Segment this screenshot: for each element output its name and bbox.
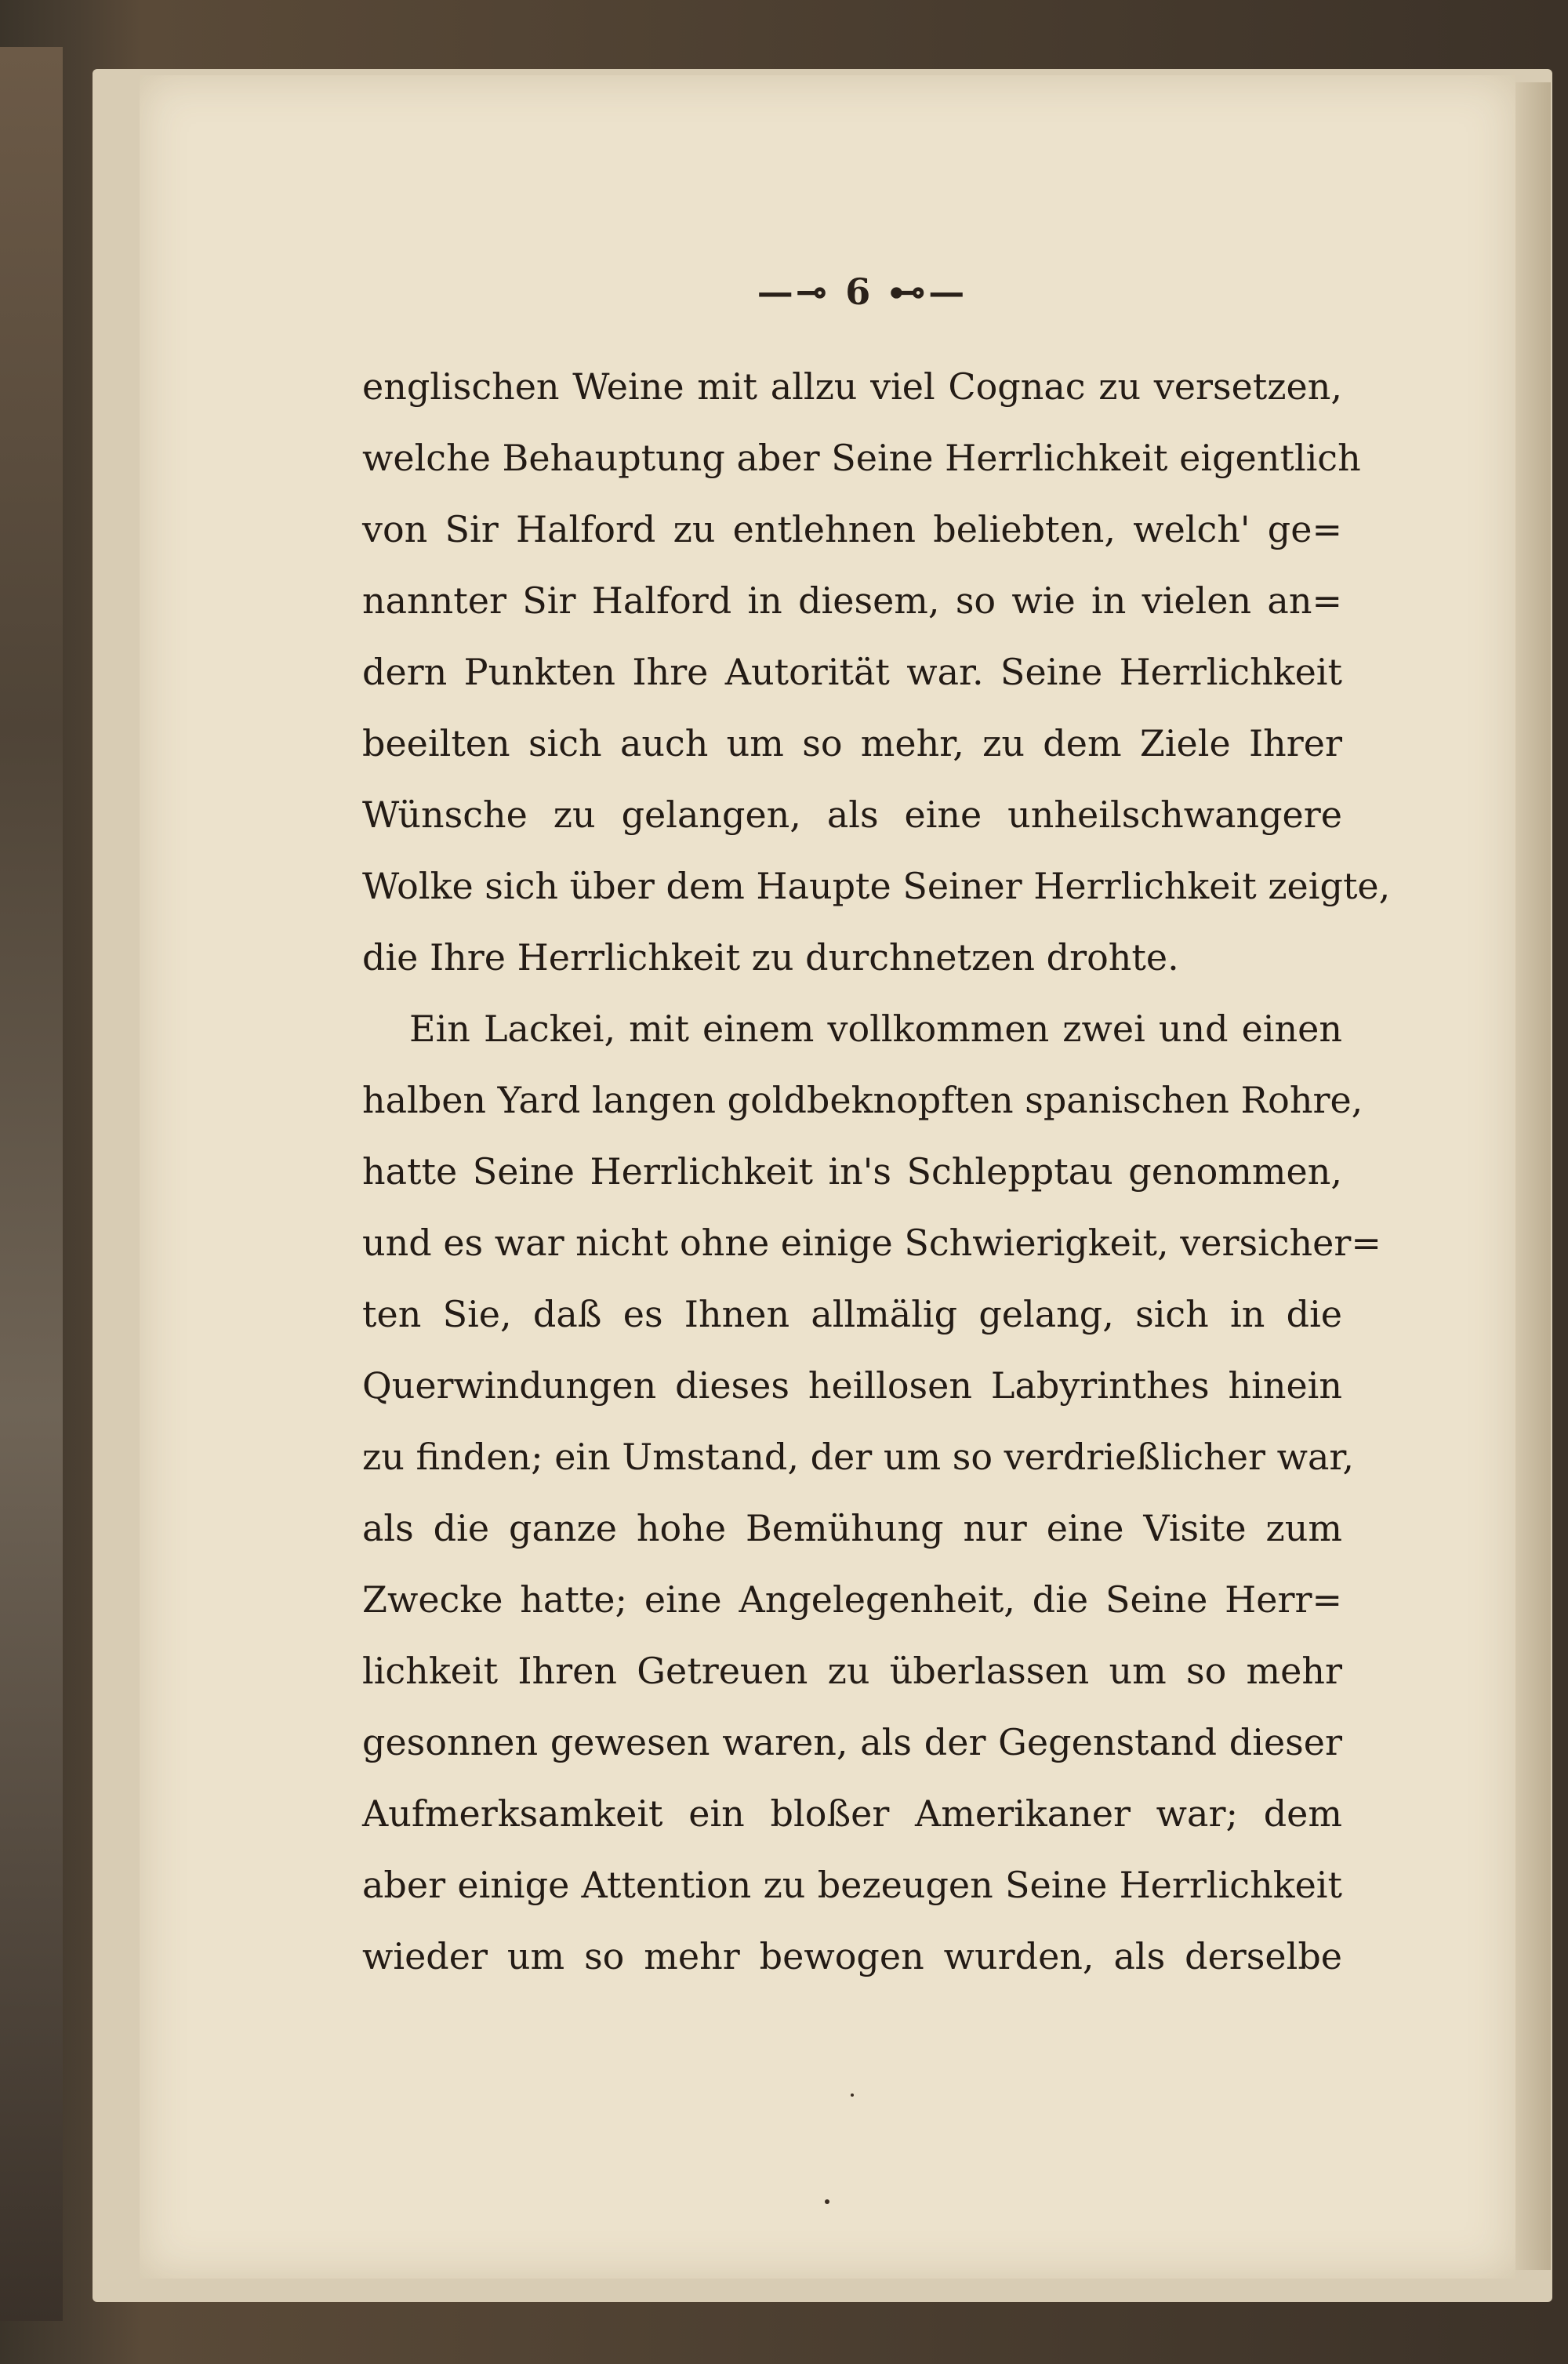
paper-speck — [851, 2093, 854, 2097]
text-line: hatte Seine Herrlichkeit in's Schlepptau genommen, — [362, 1150, 1342, 1193]
text-line: Aufmerksamkeit ein bloßer Amerikaner war; dem — [362, 1792, 1342, 1835]
page-number — [745, 271, 980, 313]
text-line: Ein Lackei, mit einem vollkommen zwei und einen — [409, 1008, 1342, 1050]
body-text — [362, 351, 1391, 1992]
cover-spine-edge — [0, 47, 63, 2321]
text-line: welche Behauptung aber Seine Herrlichkeit eigentlich — [362, 437, 1361, 479]
text-line: aber einige Attention zu bezeugen Seine Herrlichkeit — [362, 1864, 1342, 1906]
text-line: beeilten sich auch um so mehr, zu dem Ziele Ihrer — [362, 722, 1342, 764]
paper-speck — [825, 2199, 829, 2204]
text-line: die Ihre Herrlichkeit zu durchnetzen drohte. — [362, 936, 1179, 979]
text-line: wieder um so mehr bewogen wurden, als derselbe — [362, 1935, 1342, 1977]
text-line: Wünsche zu gelangen, als eine unheilschwangere — [362, 793, 1342, 836]
text-line: als die ganze hohe Bemühung nur eine Visite zum — [362, 1507, 1342, 1549]
right-ornament: ⊷— — [873, 271, 968, 313]
text-line: halben Yard langen goldbeknopften spanischen Rohre, — [362, 1079, 1363, 1121]
text-line: dern Punkten Ihre Autorität war. Seine Herrlichkeit — [362, 651, 1342, 693]
text-line: ten Sie, daß es Ihnen allmälig gelang, sich in die — [362, 1293, 1342, 1335]
text-line: gesonnen gewesen waren, als der Gegenstand dieser — [362, 1721, 1342, 1763]
left-ornament: —⊸ — [757, 271, 846, 313]
text-line: nannter Sir Halford in diesem, so wie in vielen an= — [362, 579, 1342, 622]
page-edges — [1515, 82, 1551, 2270]
text-line: lichkeit Ihren Getreuen zu überlassen um so mehr — [362, 1650, 1342, 1692]
text-line: und es war nicht ohne einige Schwierigkeit, versicher= — [362, 1222, 1381, 1264]
text-line: Querwindungen dieses heillosen Labyrinthes hinein — [362, 1364, 1342, 1407]
text-line: Zwecke hatte; eine Angelegenheit, die Seine Herr= — [362, 1578, 1342, 1621]
text-line: englischen Weine mit allzu viel Cognac zu versetzen, — [362, 365, 1342, 408]
text-line: von Sir Halford zu entlehnen beliebten, welch' ge= — [362, 508, 1342, 550]
page-number-value: 6 — [845, 271, 874, 313]
text-line: zu finden; ein Umstand, der um so verdrießlicher war, — [362, 1436, 1354, 1478]
text-line: Wolke sich über dem Haupte Seiner Herrlichkeit zeigte, — [362, 865, 1391, 907]
